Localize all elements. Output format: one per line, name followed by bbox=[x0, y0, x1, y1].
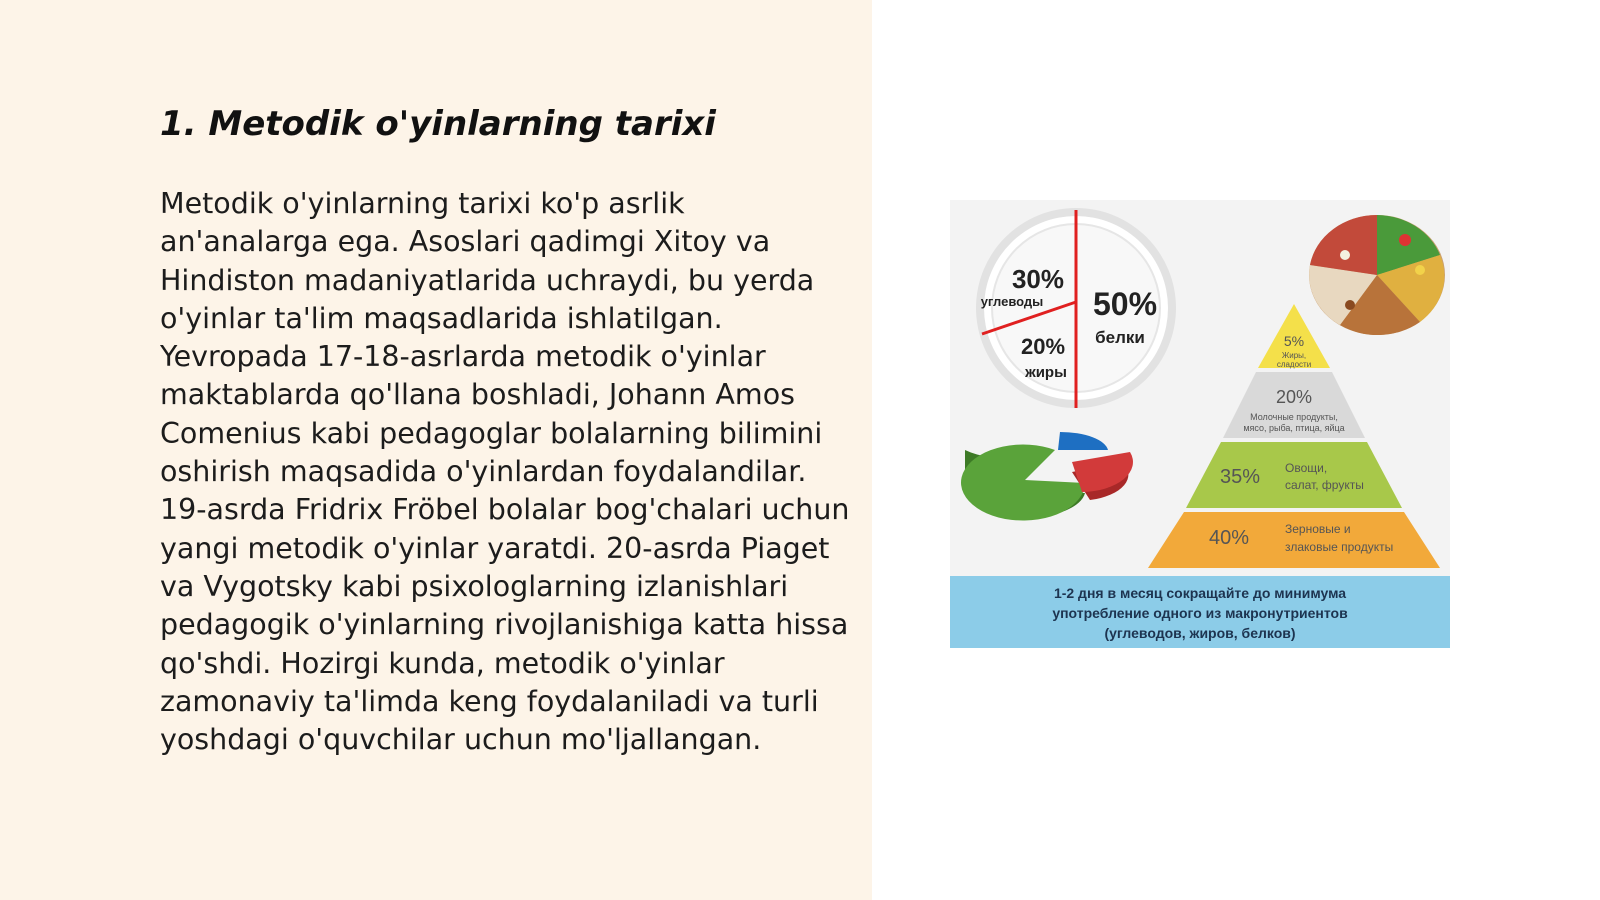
tier-4-line1: Зерновые и bbox=[1285, 522, 1351, 536]
tier-3-line2: салат, фрукты bbox=[1285, 478, 1364, 492]
carbs-percent: 30% bbox=[1011, 264, 1065, 294]
carbs-label: углеводы bbox=[980, 294, 1044, 309]
pyramid-tier-3 bbox=[1186, 442, 1402, 508]
protein-label: белки bbox=[1095, 328, 1145, 347]
tier-3-line1: Овощи, bbox=[1285, 461, 1328, 475]
tier-4-percent: 40% bbox=[1208, 527, 1250, 549]
plate-diagram bbox=[976, 208, 1176, 408]
tier-2-line2: мясо, рыба, птица, яйца bbox=[1243, 423, 1345, 433]
tier-3-percent: 35% bbox=[1219, 466, 1261, 488]
tier-2-percent: 20% bbox=[1275, 387, 1313, 407]
tier-2-line1: Молочные продукты, bbox=[1250, 412, 1338, 422]
fat-label: жиры bbox=[1025, 364, 1067, 381]
info-banner bbox=[950, 576, 1450, 648]
food-pyramid bbox=[1148, 304, 1440, 568]
tier-1-line1: Жиры, bbox=[1281, 351, 1307, 360]
fat-percent: 20% bbox=[1020, 334, 1066, 359]
banner-line-3: (углеводов, жиров, белков) bbox=[1104, 625, 1296, 641]
slide-body-text: Metodik o'yinlarning tarixi ko'p asrlik an'analarga ega. Asoslari qadimgi Xitoy va Hindiston madaniyatlarida uchraydi, bu yerda o'yinlar ta'lim maqsadlarida ishlatilgan. Yevropada 17-18-asrlarda metodik o'yinlar maktablarda qo'llana boshladi, Johann Amos Comenius kabi pedagoglar bolalarning bilimini oshirish maqsadida o'yinlardan foydalandilar. 19-asrda Fridrix Fröbel bolalar bog'chalari uchun yangi metodik o'yinlar yaratdi. 20-asrda Piaget va Vygotsky kabi psixologlarning izlanishlari pedagogik o'yinlarning rivojlanishiga katta hissa qo'shdi. Hozirgi kunda, metodik o'yinlar zamonaviy ta'limda keng foydalaniladi va turli yoshdagi o'quvchilar uchun mo'ljallangan. bbox=[160, 187, 850, 757]
food-bowl-image bbox=[1309, 215, 1445, 335]
protein-percent: 50% bbox=[1092, 286, 1158, 322]
nutrition-illustration bbox=[950, 200, 1450, 648]
slide-title: 1. Metodik o'yinlarning tarixi bbox=[160, 104, 716, 144]
banner-line-1: 1-2 дня в месяц сокращайте до минимума bbox=[1053, 585, 1347, 601]
tier-4-line2: злаковые продукты bbox=[1285, 540, 1394, 554]
banner-line-2: употребление одного из макронутриентов bbox=[1052, 605, 1348, 621]
pie-chart-image bbox=[961, 432, 1133, 521]
tier-1-line2: сладости bbox=[1276, 360, 1312, 369]
tier-1-percent: 5% bbox=[1283, 333, 1305, 349]
